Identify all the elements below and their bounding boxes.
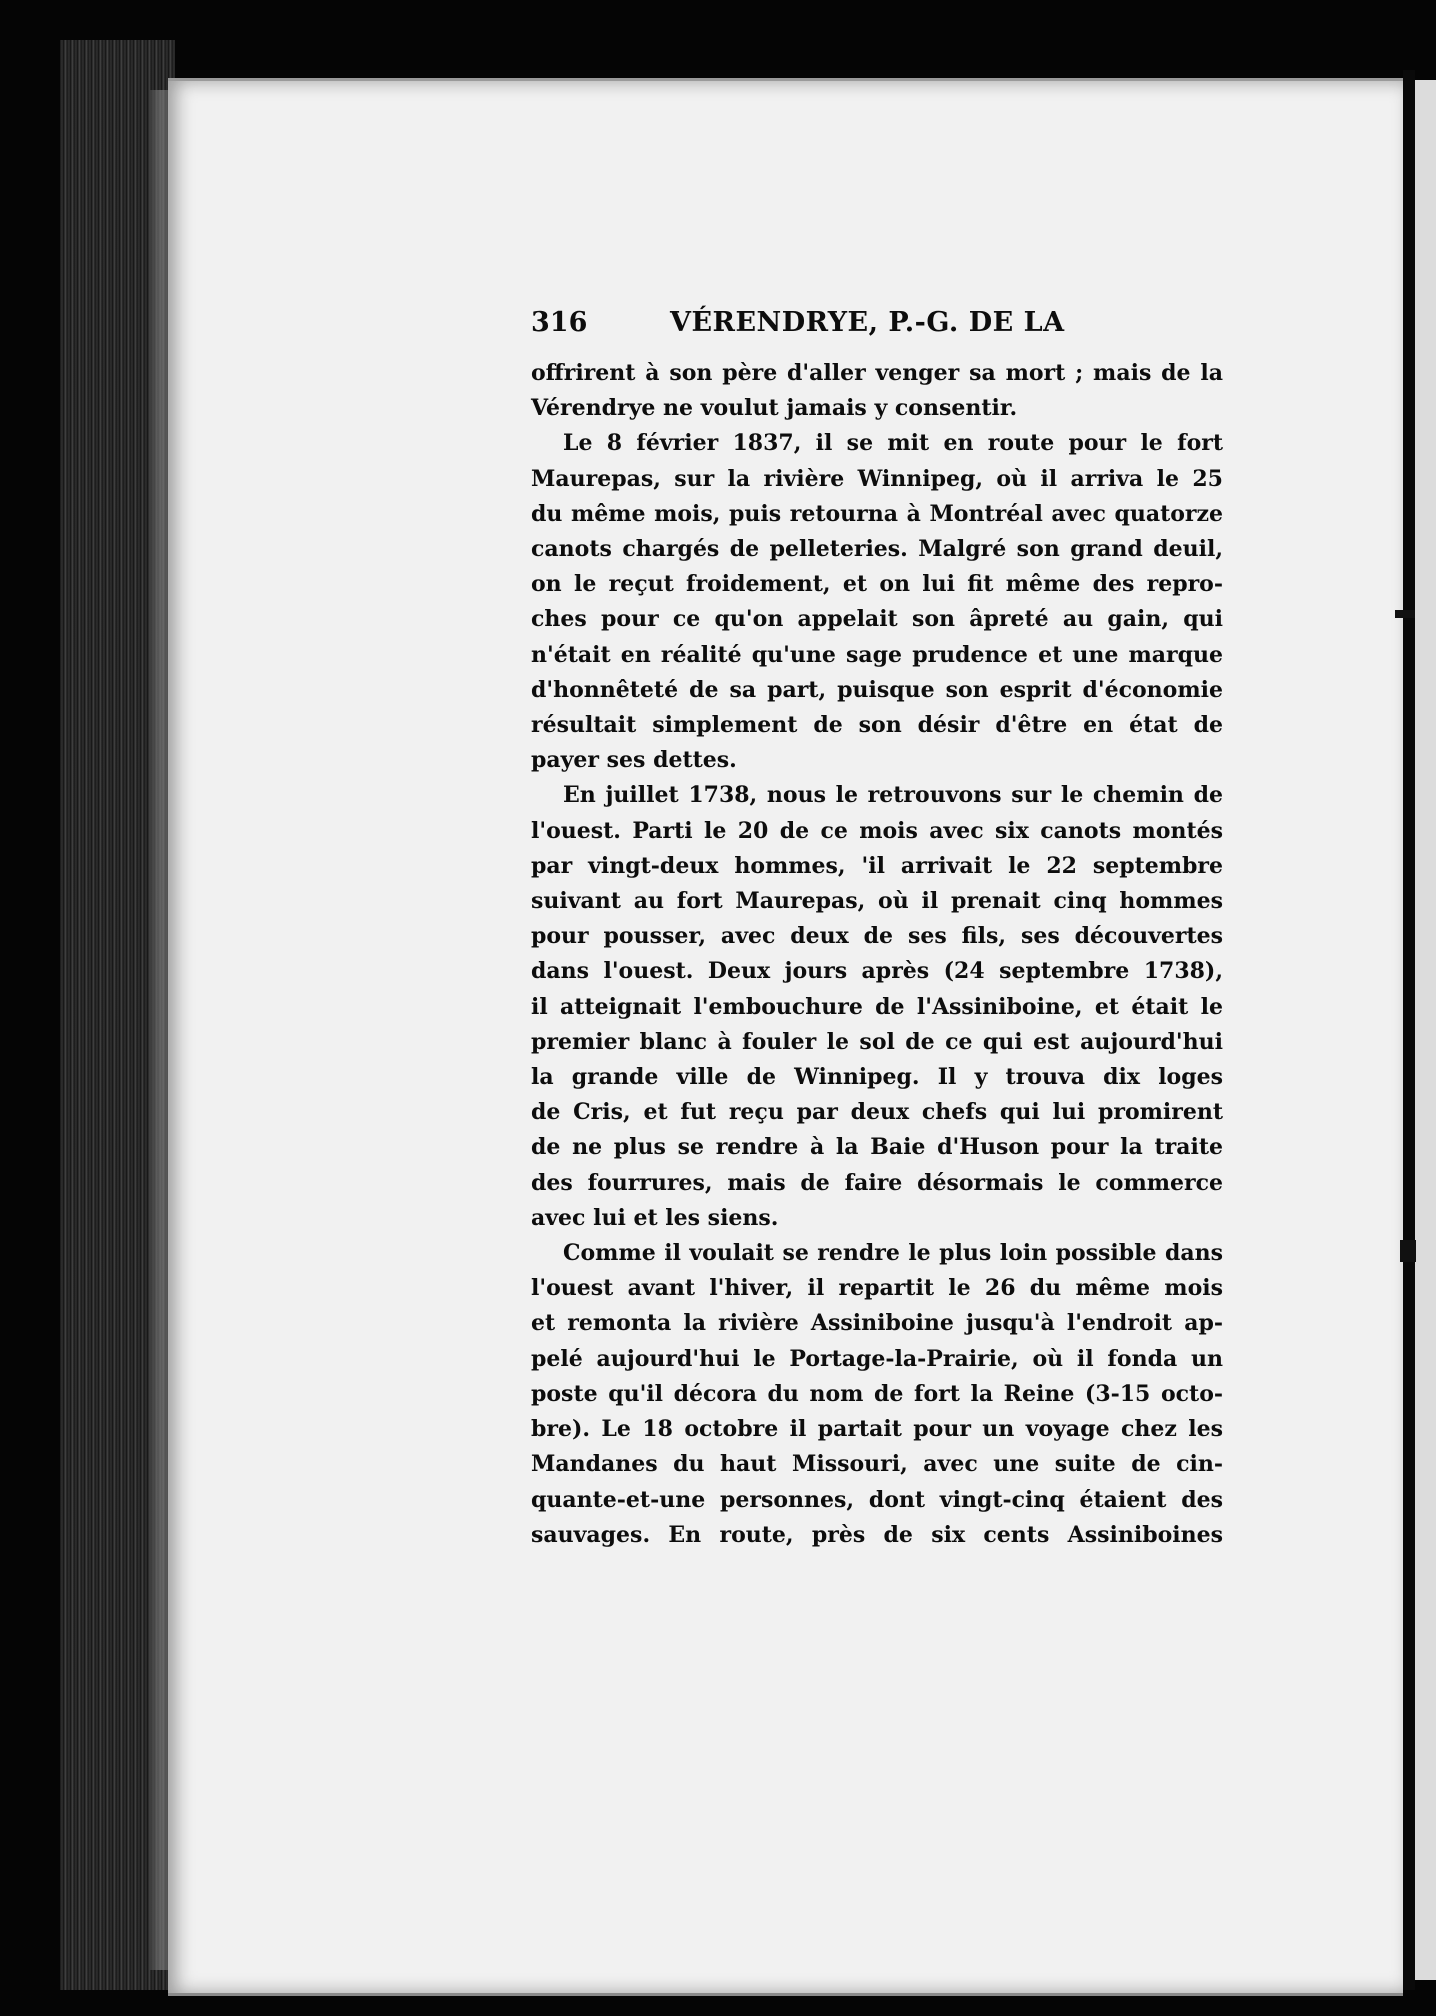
text-line: offrirent à son père d'aller venger sa mort ; mais de la xyxy=(531,360,1223,386)
edge-mark xyxy=(1395,610,1415,618)
text-line: et remonta la rivière Assiniboine jusqu'à l'endroit ap- xyxy=(531,1310,1223,1337)
running-head: VÉRENDRYE, P.-G. DE LA xyxy=(670,307,1065,338)
page-number: 316 xyxy=(531,307,588,338)
text-line: quante-et-une personnes, dont vingt-cinq étaient des xyxy=(531,1486,1223,1513)
text-line: n'était en réalité qu'une sage prudence et une marque xyxy=(531,641,1223,668)
text-line: bre). Le 18 octobre il partait pour un voyage chez les xyxy=(531,1416,1223,1443)
text-line: payer ses dettes. xyxy=(531,747,737,774)
next-page-edge xyxy=(1415,80,1436,1980)
text-line: des fourrures, mais de faire désormais le commerce xyxy=(531,1169,1223,1196)
text-line: canots chargés de pelleteries. Malgré son grand deuil, xyxy=(531,536,1223,563)
text-line: suivant au fort Maurepas, où il prenait cinq hommes xyxy=(531,888,1223,915)
text-line: Le 8 février 1837, il se mit en route pour le fort xyxy=(563,430,1223,457)
edge-mark xyxy=(1400,1240,1416,1262)
text-line: de ne plus se rendre à la Baie d'Huson pour la traite xyxy=(531,1134,1223,1161)
paragraph xyxy=(531,426,1223,778)
text-line: par vingt-deux hommes, 'il arrivait le 22 septembre xyxy=(531,852,1223,879)
text-line: d'honnêteté de sa part, puisque son esprit d'économie xyxy=(531,676,1223,703)
text-line: résultait simplement de son désir d'être en état de xyxy=(531,712,1223,739)
text-line: Mandanes du haut Missouri, avec une suite de cin- xyxy=(531,1451,1223,1478)
text-line: ches pour ce qu'on appelait son âpreté au gain, qui xyxy=(531,606,1223,633)
text-line: l'ouest. Parti le 20 de ce mois avec six canots montés xyxy=(531,817,1223,844)
text-line: avec lui et les siens. xyxy=(531,1204,779,1231)
text-line: du même mois, puis retourna à Montréal avec quatorze xyxy=(531,500,1223,527)
paragraph xyxy=(531,356,1223,426)
paragraph xyxy=(531,1236,1223,1553)
body-text xyxy=(531,356,1223,1553)
text-line: Vérendrye ne voulut jamais y consentir. xyxy=(531,395,1018,422)
text-line: pelé aujourd'hui le Portage-la-Prairie, où il fonda un xyxy=(531,1345,1223,1372)
text-line: l'ouest avant l'hiver, il repartit le 26 du même mois xyxy=(531,1275,1223,1302)
text-line: Maurepas, sur la rivière Winnipeg, où il arriva le 25 xyxy=(531,465,1223,492)
text-line: on le reçut froidement, et on lui fit même des repro- xyxy=(531,571,1223,598)
text-line: poste qu'il décora du nom de fort la Reine (3-15 octo- xyxy=(531,1380,1223,1407)
text-line: sauvages. En route, près de six cents Assiniboines xyxy=(531,1521,1223,1548)
paragraph xyxy=(531,778,1223,1236)
text-line: pour pousser, avec deux de ses fils, ses découvertes xyxy=(531,923,1223,950)
text-line: En juillet 1738, nous le retrouvons sur le chemin de xyxy=(563,782,1223,809)
text-line: il atteignait l'embouchure de l'Assiniboine, et était le xyxy=(531,993,1223,1020)
text-line: premier blanc à fouler le sol de ce qui est aujourd'hui xyxy=(531,1028,1223,1055)
text-line: la grande ville de Winnipeg. Il y trouva dix loges xyxy=(531,1064,1223,1091)
page-gutter-shadow xyxy=(1403,70,1415,1990)
text-line: Comme il voulait se rendre le plus loin possible dans xyxy=(563,1240,1223,1267)
text-line: de Cris, et fut reçu par deux chefs qui lui promirent xyxy=(531,1099,1223,1126)
text-line: dans l'ouest. Deux jours après (24 septembre 1738), xyxy=(531,958,1223,985)
